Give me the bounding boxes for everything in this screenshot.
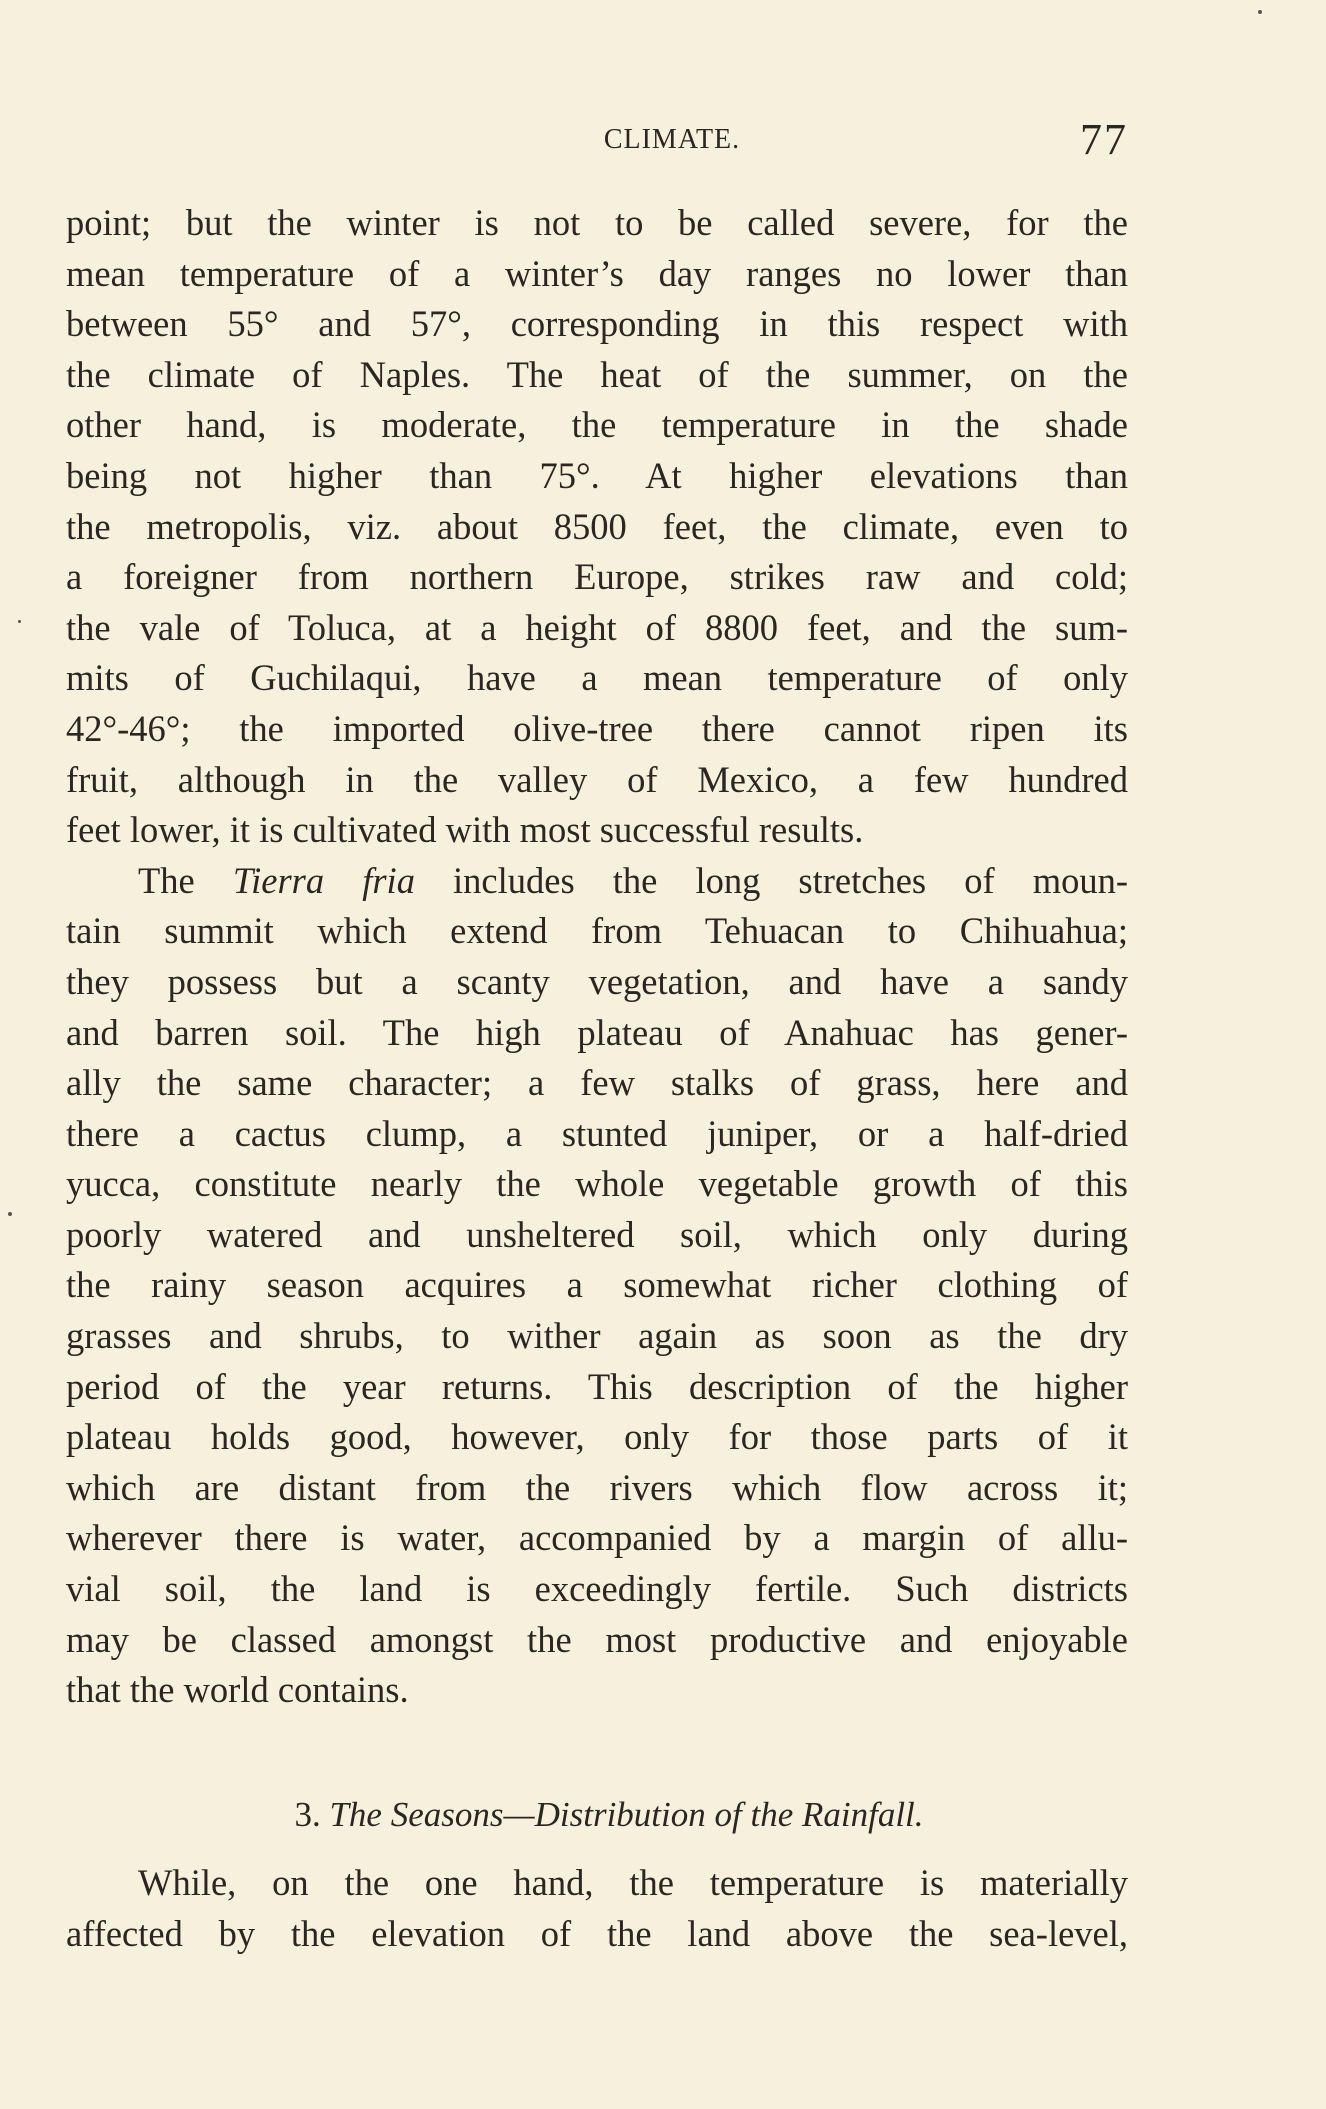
text-line: which are distant from the rivers which flow across it; <box>66 1466 1128 1508</box>
text-line: mits of Guchilaqui, have a mean temperature of only <box>66 657 1128 699</box>
text-line: other hand, is moderate, the temperature in the shade <box>66 404 1128 446</box>
text-line: that the world contains. <box>66 1669 409 1711</box>
text-line: being not higher than 75°. At higher elevations than <box>66 454 1128 496</box>
text-line: feet lower, it is cultivated with most successful results. <box>66 809 864 851</box>
text-line: there a cactus clump, a stunted juniper, or a half-dried <box>66 1112 1128 1154</box>
paper-speck <box>18 620 21 623</box>
paragraph-3 <box>66 1858 1128 1959</box>
text-line: the vale of Toluca, at a height of 8800 feet, and the sum- <box>66 606 1128 648</box>
paper-speck <box>8 1212 12 1216</box>
text-line: affected by the elevation of the land above the sea-level, <box>66 1913 1128 1954</box>
text-line: ally the same character; a few stalks of grass, here and <box>66 1062 1128 1104</box>
text-line: fruit, although in the valley of Mexico, a few hundred <box>66 758 1128 800</box>
text-line: the climate of Naples. The heat of the summer, on the <box>66 353 1128 395</box>
text-line: the metropolis, viz. about 8500 feet, the climate, even to <box>66 505 1128 547</box>
text-line: point; but the winter is not to be called severe, for the <box>66 202 1128 243</box>
paper-speck <box>1258 10 1262 14</box>
text-line: While, on the one hand, the temperature is materially <box>138 1862 1128 1904</box>
heading-spacer <box>66 1840 1128 1858</box>
text-line: and barren soil. The high plateau of Anahuac has gener- <box>66 1011 1128 1053</box>
text-line: a foreigner from northern Europe, strikes raw and cold; <box>66 556 1128 598</box>
text-line: plateau holds good, however, only for those parts of it <box>66 1416 1128 1458</box>
text-run: includes the long stretches of moun- <box>414 859 1128 901</box>
running-head: CLIMATE. <box>603 124 741 155</box>
text-line: poorly watered and unsheltered soil, which only during <box>66 1213 1128 1255</box>
section-number: 3. <box>294 1794 321 1834</box>
text-line: mean temperature of a winter’s day ranges no lower than <box>66 252 1128 294</box>
text-run: The <box>138 859 233 901</box>
text-line: grasses and shrubs, to wither again as soon as the dry <box>66 1315 1128 1357</box>
italic-term: Tierra fria <box>232 859 415 901</box>
section-heading <box>66 1790 1128 1841</box>
text-line: vial soil, the land is exceedingly fertile. Such districts <box>66 1568 1128 1610</box>
text-line: tain summit which extend from Tehuacan to Chihuahua; <box>66 910 1128 952</box>
paragraph-2 <box>66 856 1128 1716</box>
section-spacer <box>66 1716 1128 1790</box>
text-line: the rainy season acquires a somewhat richer clothing of <box>66 1264 1128 1306</box>
text-line-first <box>66 856 1128 907</box>
text-line: between 55° and 57°, corresponding in this respect with <box>66 303 1128 345</box>
page-number: 77 <box>1080 115 1128 164</box>
text-line: yucca, constitute nearly the whole vegetable growth of this <box>66 1163 1128 1205</box>
text-line: may be classed amongst the most productive and enjoyable <box>66 1618 1128 1660</box>
body-text <box>66 198 1128 1960</box>
text-line: period of the year returns. This description of the higher <box>66 1365 1128 1407</box>
text-line: they possess but a scanty vegetation, and have a sandy <box>66 960 1128 1002</box>
page-header <box>66 115 1128 168</box>
text-line: 42°-46°; the imported olive-tree there cannot ripen its <box>66 707 1128 749</box>
section-title: The Seasons—Distribution of the Rainfall. <box>329 1794 924 1834</box>
paragraph-1 <box>66 198 1128 856</box>
text-line: wherever there is water, accompanied by a margin of allu- <box>66 1517 1128 1559</box>
